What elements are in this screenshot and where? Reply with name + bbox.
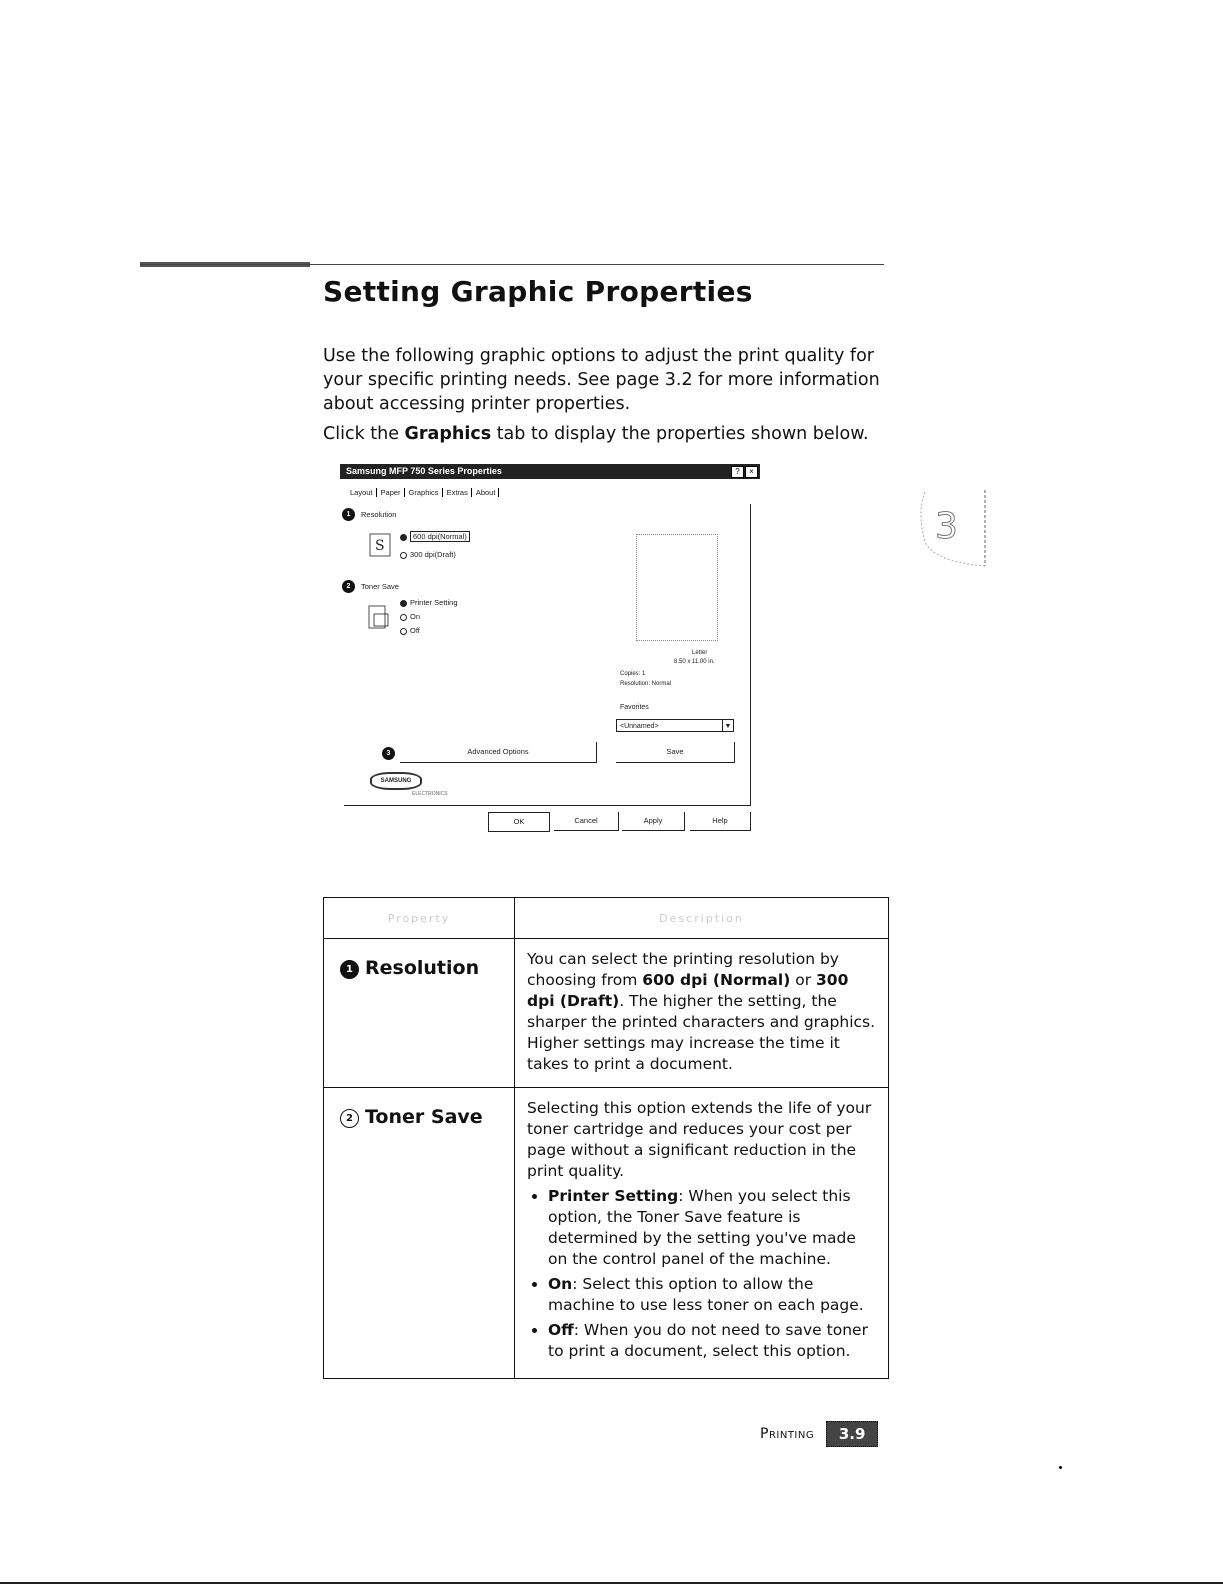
radio-300dpi-label: 300 dpi(Draft)	[410, 550, 456, 559]
toner-number-badge: 2	[340, 1109, 359, 1128]
properties-table	[323, 897, 889, 1379]
toner-options-list	[527, 1186, 878, 1362]
radio-printer-setting-dot	[400, 600, 407, 607]
option-name: On	[548, 1275, 573, 1293]
radio-toner-off-dot	[400, 628, 407, 635]
resolution-callout-badge: 1	[342, 508, 355, 521]
table-row	[324, 1088, 889, 1379]
graphics-tab-reference: Graphics	[404, 424, 492, 444]
radio-600dpi[interactable]	[400, 532, 470, 541]
dialog-title: Samsung MFP 750 Series Properties	[346, 466, 502, 476]
resolution-group-label	[342, 508, 396, 521]
preview-paper-name: Letter	[692, 650, 708, 656]
ok-button[interactable]: OK	[488, 812, 550, 832]
header-description: Description	[515, 898, 889, 939]
tab-graphics[interactable]: Graphics	[409, 488, 443, 497]
header-property: Property	[324, 898, 515, 939]
footer-section: Printing	[760, 1426, 815, 1442]
radio-toner-on-label: On	[410, 612, 421, 621]
dialog-right-border	[750, 504, 751, 806]
page-title: Setting Graphic Properties	[323, 275, 753, 308]
toner-icon	[366, 602, 392, 632]
tab-about[interactable]: About	[476, 488, 500, 497]
radio-toner-off-label: Off	[410, 626, 420, 635]
favorites-select[interactable]	[616, 719, 734, 732]
header-rule	[140, 264, 884, 265]
tab-layout[interactable]: Layout	[350, 488, 377, 497]
option-desc: : When you select this option, the Toner Save feature is determined by the setting you've made on the control panel of the machine.	[548, 1187, 856, 1268]
apply-button[interactable]: Apply	[622, 812, 685, 831]
chapter-number: 3	[935, 506, 958, 547]
preview-resolution: Resolution: Normal	[620, 681, 672, 687]
toner-callout-badge: 2	[342, 580, 355, 593]
cancel-button[interactable]: Cancel	[554, 812, 619, 831]
option-desc: : Select this option to allow the machine to use less toner on each page.	[548, 1275, 864, 1314]
favorites-label: Favorites	[620, 704, 649, 711]
resolution-number-badge: 1	[340, 960, 359, 979]
click-instruction	[323, 424, 869, 444]
dialog-titlebar	[340, 464, 760, 479]
samsung-logo: SAMSUNG	[370, 772, 422, 790]
property-description-cell	[515, 939, 889, 1088]
dialog-close-button[interactable]: ×	[745, 466, 758, 478]
list-item	[548, 1186, 878, 1270]
help-button[interactable]: Help	[690, 812, 751, 831]
tab-extras[interactable]: Extras	[447, 488, 472, 497]
dialog-tabs	[350, 488, 499, 497]
intro-paragraph: Use the following graphic options to adjust the print quality for your specific printing needs. See page 3.2 for more information about accessing printer properties.	[323, 346, 880, 414]
dialog-help-button[interactable]: ?	[731, 466, 744, 478]
option-desc: : When you do not need to save toner to print a document, select this option.	[548, 1321, 868, 1360]
radio-toner-on-dot	[400, 614, 407, 621]
tab-paper[interactable]: Paper	[381, 488, 405, 497]
preview-paper-size: 8.50 x 11.00 in.	[674, 659, 715, 665]
printer-properties-dialog	[340, 462, 760, 840]
property-name-cell	[324, 939, 515, 1088]
radio-300dpi[interactable]	[400, 550, 456, 559]
toner-intro: Selecting this option extends the life of your toner cartridge and reduces your cost per page without a significant reduction in the print quality.	[527, 1099, 872, 1180]
option-name: Printer Setting	[548, 1187, 679, 1205]
property-description-cell	[515, 1088, 889, 1379]
chapter-marker-icon	[915, 482, 987, 568]
table-header-row	[324, 898, 889, 939]
advanced-callout-badge: 3	[382, 747, 395, 760]
resolution-group-title: Resolution	[361, 510, 397, 519]
dialog-bottom-rule	[344, 805, 750, 806]
logo-subtitle: ELECTRONICS	[412, 791, 448, 797]
desc-bold-300dpi: 300 dpi (Draft)	[527, 971, 849, 1010]
property-name: Resolution	[365, 957, 480, 979]
click-prefix: Click the	[323, 424, 405, 444]
page-footer	[760, 1421, 878, 1447]
table-row	[324, 939, 889, 1088]
page-preview	[636, 534, 718, 641]
radio-300dpi-dot	[400, 552, 407, 559]
list-item	[548, 1320, 878, 1362]
desc-text: or	[790, 971, 817, 989]
scan-speck	[1059, 1466, 1062, 1469]
svg-text:S: S	[375, 538, 385, 554]
radio-600dpi-label: 600 dpi(Normal)	[410, 531, 470, 542]
radio-600dpi-dot	[400, 534, 407, 541]
property-name: Toner Save	[365, 1106, 483, 1128]
desc-bold-600dpi: 600 dpi (Normal)	[642, 971, 791, 989]
favorites-select-value: <Unnamed>	[620, 723, 659, 730]
preview-copies: Copies: 1	[620, 671, 646, 677]
radio-printer-setting-label: Printer Setting	[410, 598, 458, 607]
advanced-options-button[interactable]: Advanced Options	[400, 742, 597, 763]
chevron-down-icon: ▼	[722, 720, 733, 731]
toner-group-title: Toner Save	[361, 582, 399, 591]
save-favorite-button[interactable]: Save	[616, 742, 735, 763]
radio-printer-setting[interactable]	[400, 598, 458, 607]
click-suffix: tab to display the properties shown below.	[491, 424, 869, 444]
resolution-icon	[368, 532, 392, 558]
radio-toner-on[interactable]	[400, 612, 420, 621]
radio-toner-off[interactable]	[400, 626, 420, 635]
desc-text: You can select the printing resolution by choosing from	[527, 950, 839, 989]
option-name: Off	[548, 1321, 574, 1339]
list-item	[548, 1274, 878, 1316]
property-name-cell	[324, 1088, 515, 1379]
desc-text: . The higher the setting, the sharper the printed characters and graphics. Higher settings may increase the time it takes to print a document.	[527, 992, 876, 1073]
page-number-badge: 3.9	[826, 1421, 878, 1447]
toner-group-label	[342, 580, 399, 593]
